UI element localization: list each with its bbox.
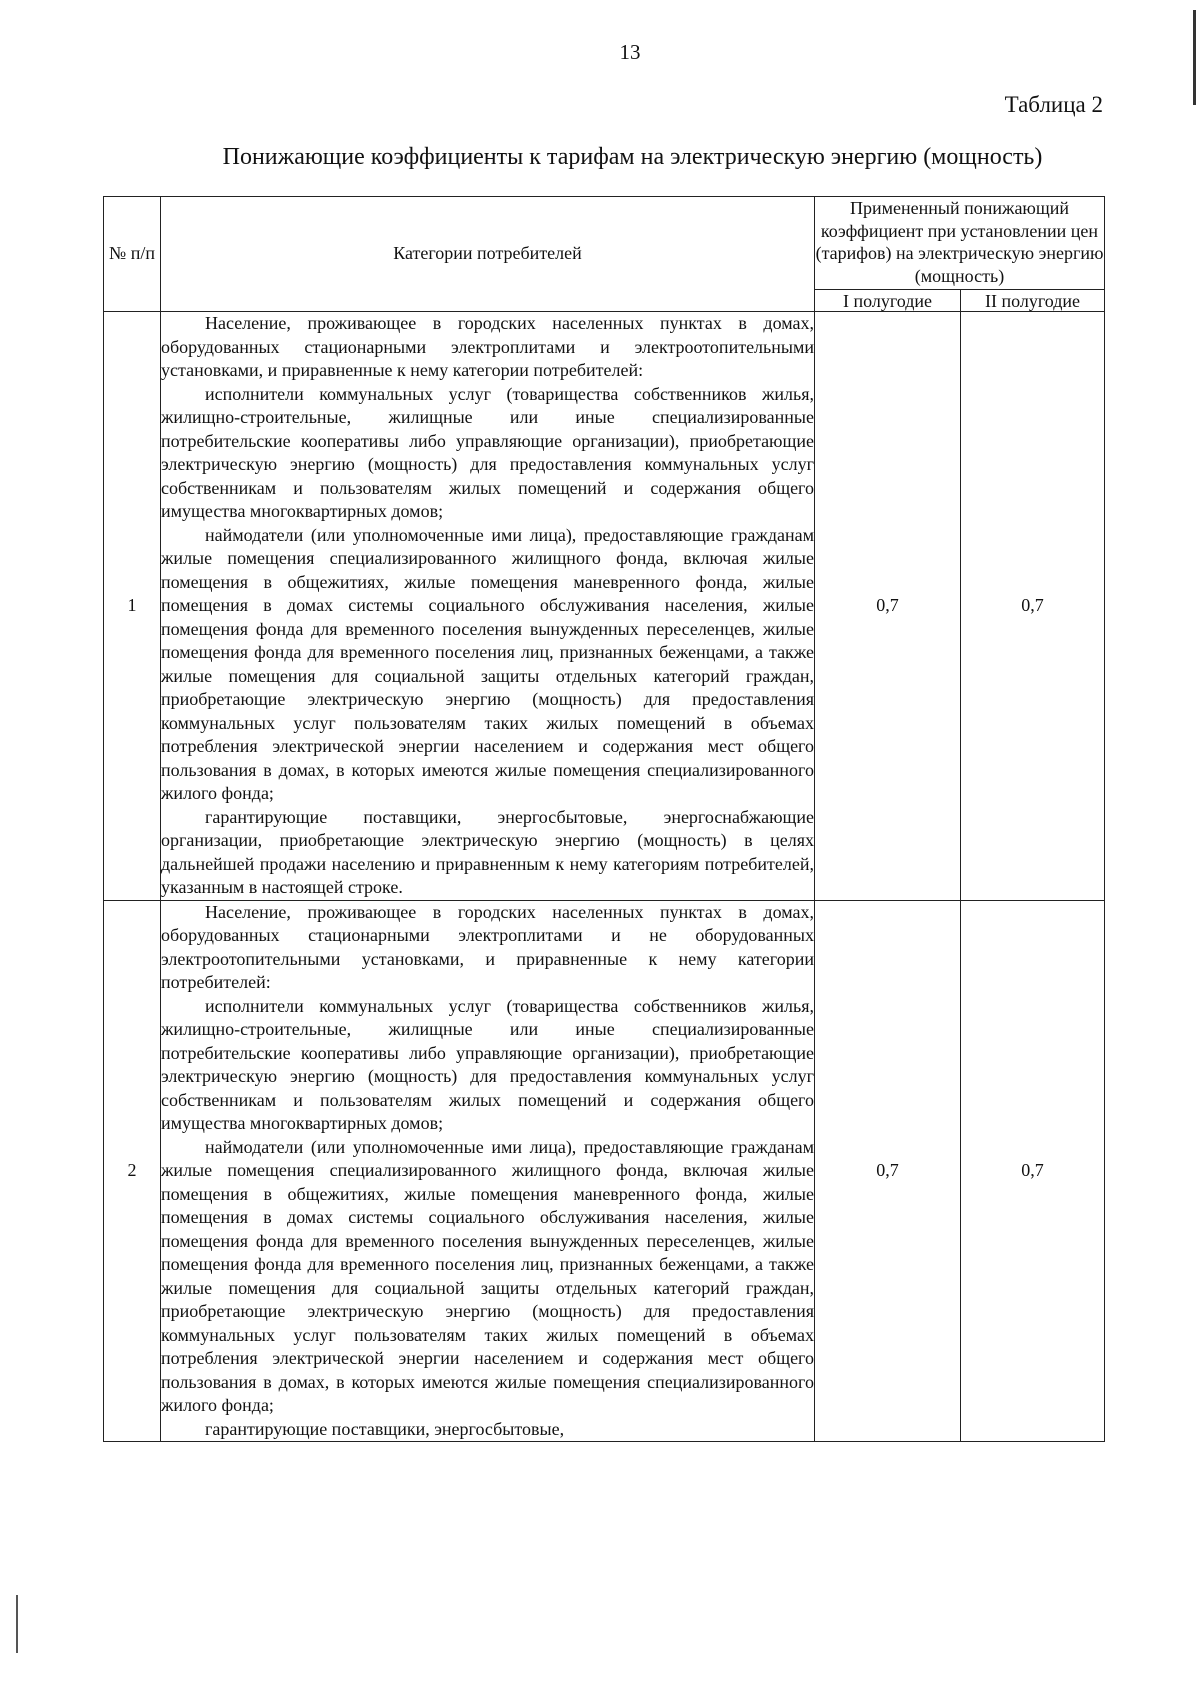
table-title: Понижающие коэффициенты к тарифам на электрическую энергию (мощность) (222, 144, 1043, 170)
coefficients-table (103, 196, 1105, 1442)
scan-margin-mark (16, 1595, 18, 1653)
coefficient-half-2: 0,7 (961, 312, 1105, 901)
header-category: Категории потребителей (161, 197, 815, 312)
page-number: 13 (619, 40, 641, 64)
row-number: 1 (104, 312, 161, 901)
category-paragraph: наймодатели (или уполномоченные ими лица), предоставляющие гражданам жилые помещения специализированного жилищного фонда, включая жилые помещения в общежитиях, жилые помещения маневренного фонда, жилые помещения в домах системы социального обслуживания населения, жилые помещения фонда для временного поселения вынужденных переселенцев, жилые помещения фонда для временного поселения лиц, признанных беженцами, а также жилые помещения для социальной защиты отдельных категорий граждан, приобретающие электрическую энергию (мощность) для предоставления коммунальных услуг пользователям таких жилых помещений в объемах потребления электрической энергии населением и содержания мест общего пользования в домах, в которых имеются жилые помещения специализированного жилого фонда; (161, 524, 814, 803)
category-paragraph: исполнители коммунальных услуг (товарищества собственников жилья, жилищно-строительные, жилищные или иные специализированные потребительские кооперативы либо управляющие организации), приобретающие электрическую энергию (мощность) для предоставления коммунальных услуг собственникам и пользователям жилых помещений и содержания общего имущества многоквартирных домов; (161, 383, 814, 521)
row-number: 2 (104, 900, 161, 1442)
category-paragraph: Население, проживающее в городских населенных пунктах в домах, оборудованных стационарными электроплитами и не оборудованных электроотопительными установками, и приравненные к нему категории потребителей: (161, 901, 814, 992)
category-paragraph: исполнители коммунальных услуг (товарищества собственников жилья, жилищно-строительные, жилищные или иные специализированные потребительские кооперативы либо управляющие организации), приобретающие электрическую энергию (мощность) для предоставления коммунальных услуг собственникам и пользователям жилых помещений и содержания общего имущества многоквартирных домов; (161, 995, 814, 1133)
table-label: Таблица 2 (1004, 92, 1103, 117)
coefficient-half-1: 0,7 (815, 900, 961, 1442)
category-paragraph: наймодатели (или уполномоченные ими лица), предоставляющие гражданам жилые помещения специализированного жилищного фонда, включая жилые помещения в общежитиях, жилые помещения маневренного фонда, жилые помещения в домах системы социального обслуживания населения, жилые помещения фонда для временного поселения вынужденных переселенцев, жилые помещения фонда для временного поселения лиц, признанных беженцами, а также жилые помещения для социальной защиты отдельных категорий граждан, приобретающие электрическую энергию (мощность) для предоставления коммунальных услуг пользователям таких жилых помещений в объемах потребления электрической энергии населением и содержания мест общего пользования в домах, в которых имеются жилые помещения специализированного жилого фонда; (161, 1136, 814, 1415)
header-number: № п/п (104, 197, 161, 312)
category-cell (161, 900, 815, 1442)
category-cell (161, 312, 815, 901)
header-coefficient: Примененный понижающий коэффициент при установлении цен (тарифов) на электрическую энергию (мощность) (815, 197, 1105, 290)
table-row (104, 900, 1105, 1442)
category-paragraph: гарантирующие поставщики, энергосбытовые, энергоснабжающие организации, приобретающие электрическую энергию (мощность) в целях дальнейшей продажи населению и приравненным к нему категориям потребителей, указанным в настоящей строке. (161, 806, 814, 897)
category-paragraph: Население, проживающее в городских населенных пунктах в домах, оборудованных стационарными электроплитами и электроотопительными установками, и приравненные к нему категории потребителей: (161, 313, 814, 380)
header-half-1: I полугодие (815, 290, 961, 312)
category-paragraph: гарантирующие поставщики, энергосбытовые, (205, 1418, 565, 1439)
header-half-2: II полугодие (961, 290, 1105, 312)
coefficient-half-1: 0,7 (815, 312, 961, 901)
table-row (104, 312, 1105, 901)
coefficient-half-2: 0,7 (961, 900, 1105, 1442)
